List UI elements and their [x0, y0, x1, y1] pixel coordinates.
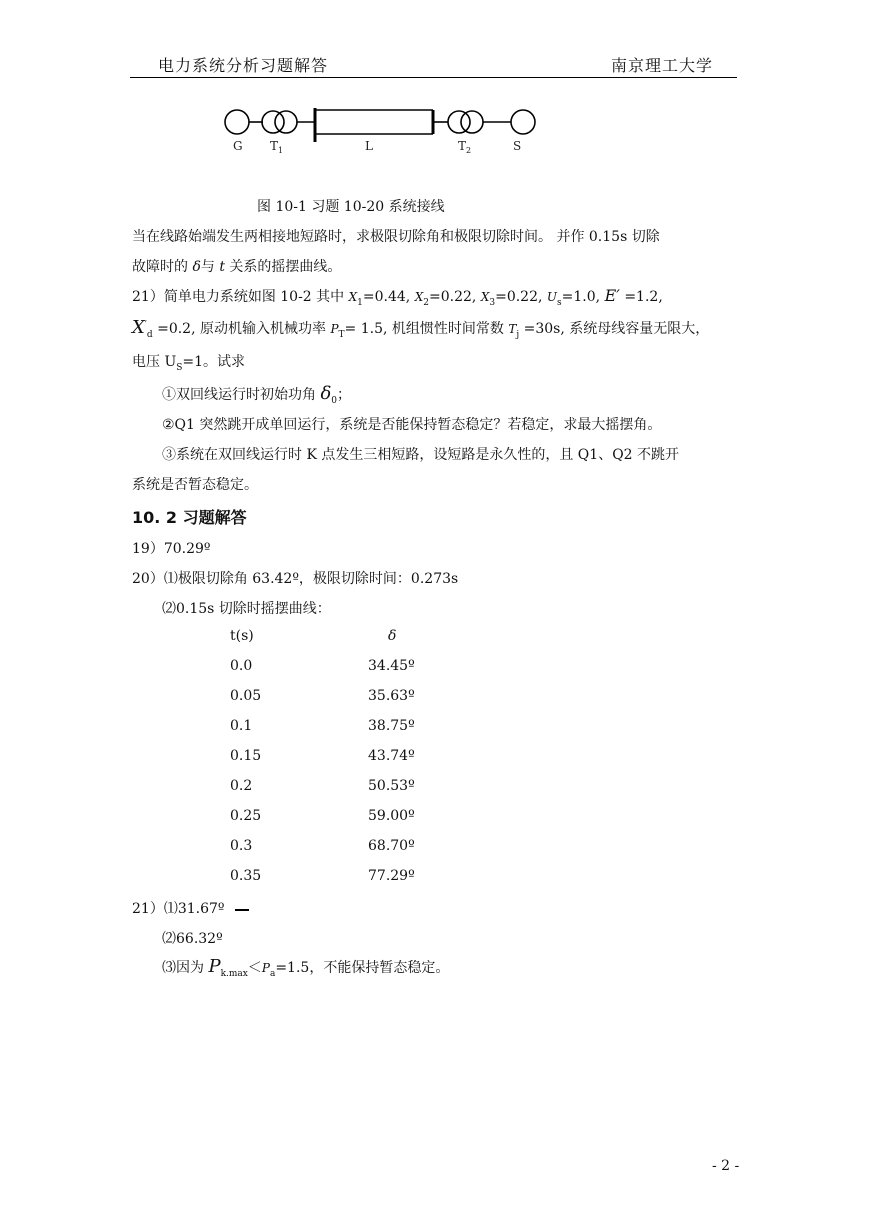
table-cell-delta: 59.00º [368, 808, 415, 824]
header-right-title: 南京理工大学 [611, 56, 714, 75]
table-cell-t: 0.0 [230, 658, 253, 674]
label-t2: T [458, 139, 467, 153]
table-cell-delta: 35.63º [368, 688, 415, 704]
answer-20-1: 20）⑴极限切除角 63.42º，极限切除时间：0.273s [132, 571, 459, 587]
page-number: - 2 - [712, 1158, 740, 1174]
table-cell-delta: 38.75º [368, 718, 415, 734]
header-left-title: 电力系统分析习题解答 [158, 56, 329, 75]
q21-line-3: 电压 $U_S=1$。试求 [132, 354, 246, 373]
table-cell-delta: 50.53º [368, 778, 415, 794]
answer-21-1: 21）⑴31.67º [132, 901, 225, 917]
system-wiring-diagram [215, 102, 555, 162]
label-t1-sub: 1 [278, 146, 284, 155]
answer-19: 19）70.29º [132, 541, 211, 557]
label-l: L [365, 139, 373, 153]
transformer-t1-circle-a [262, 111, 284, 133]
q21-item-3-cont: 系统是否暂态稳定。 [132, 477, 258, 493]
table-cell-t: 0.25 [230, 808, 262, 824]
table-cell-delta: 43.74º [368, 748, 415, 764]
transformer-t2-circle-b [461, 111, 483, 133]
q20-line-2: 故障时的 δ与 t 关系的摇摆曲线。 [132, 259, 342, 275]
table-header-delta: δ [388, 628, 397, 644]
table-cell-t: 0.35 [230, 868, 262, 884]
label-g: G [233, 139, 243, 153]
q21-item-3: ③系统在双回线运行时 K 点发生三相短路，设短路是永久性的，且 Q1、Q2 不跳开 [162, 447, 680, 463]
section-heading: 10. 2 习题解答 [132, 508, 247, 527]
transformer-t2-circle-a [448, 111, 470, 133]
table-cell-t: 0.1 [230, 718, 253, 734]
answer-21-2: ⑵66.32º [162, 931, 223, 947]
generator-circle [225, 110, 249, 134]
table-cell-delta: 34.45º [368, 658, 415, 674]
header-rule [130, 77, 737, 78]
q20-line-1: 当在线路始端发生两相接地短路时，求极限切除角和极限切除时间。 并作 0.15s 切除 [132, 229, 660, 245]
answer-20-2: ⑵0.15s 切除时摇摆曲线： [162, 601, 331, 617]
answer-21-3: ⑶因为 $P_{k.max}<P_a=1.5$，不能保持暂态稳定。 [162, 956, 450, 979]
label-t2-sub: 2 [466, 146, 472, 155]
transformer-t1-circle-b [275, 111, 297, 133]
q21-line-1: 21）简单电力系统如图 10-2 其中 $X_1=0.44$, $X_2=0.22$, $X_3=0.22$, $U_s=1.0$, E′ =1.2, [132, 286, 663, 308]
figure-caption: 图 10-1 习题 10-20 系统接线 [257, 199, 445, 215]
label-s: S [513, 139, 522, 153]
q21-item-1: ①双回线运行时初始功角 $\delta_0$； [162, 383, 352, 406]
table-header-t: t(s) [230, 628, 254, 644]
table-cell-t: 0.15 [230, 748, 262, 764]
label-t1: T [270, 139, 279, 153]
table-cell-delta: 68.70º [368, 838, 415, 854]
text-cursor-mark [235, 909, 249, 911]
system-circle [511, 110, 535, 134]
table-cell-delta: 77.29º [368, 868, 415, 884]
q21-line-2: $X'_d =0.2$, 原动机输入机械功率 $P_T= 1.5$, 机组惯性时间常数 $T_j =30s$, 系统母线容量无限大， [132, 317, 710, 340]
q21-item-2: ②Q1 突然跳开成单回运行，系统是否能保持暂态稳定？若稳定，求最大摇摆角。 [162, 417, 662, 433]
table-cell-t: 0.3 [230, 838, 253, 854]
table-cell-t: 0.05 [230, 688, 262, 704]
table-cell-t: 0.2 [230, 778, 253, 794]
